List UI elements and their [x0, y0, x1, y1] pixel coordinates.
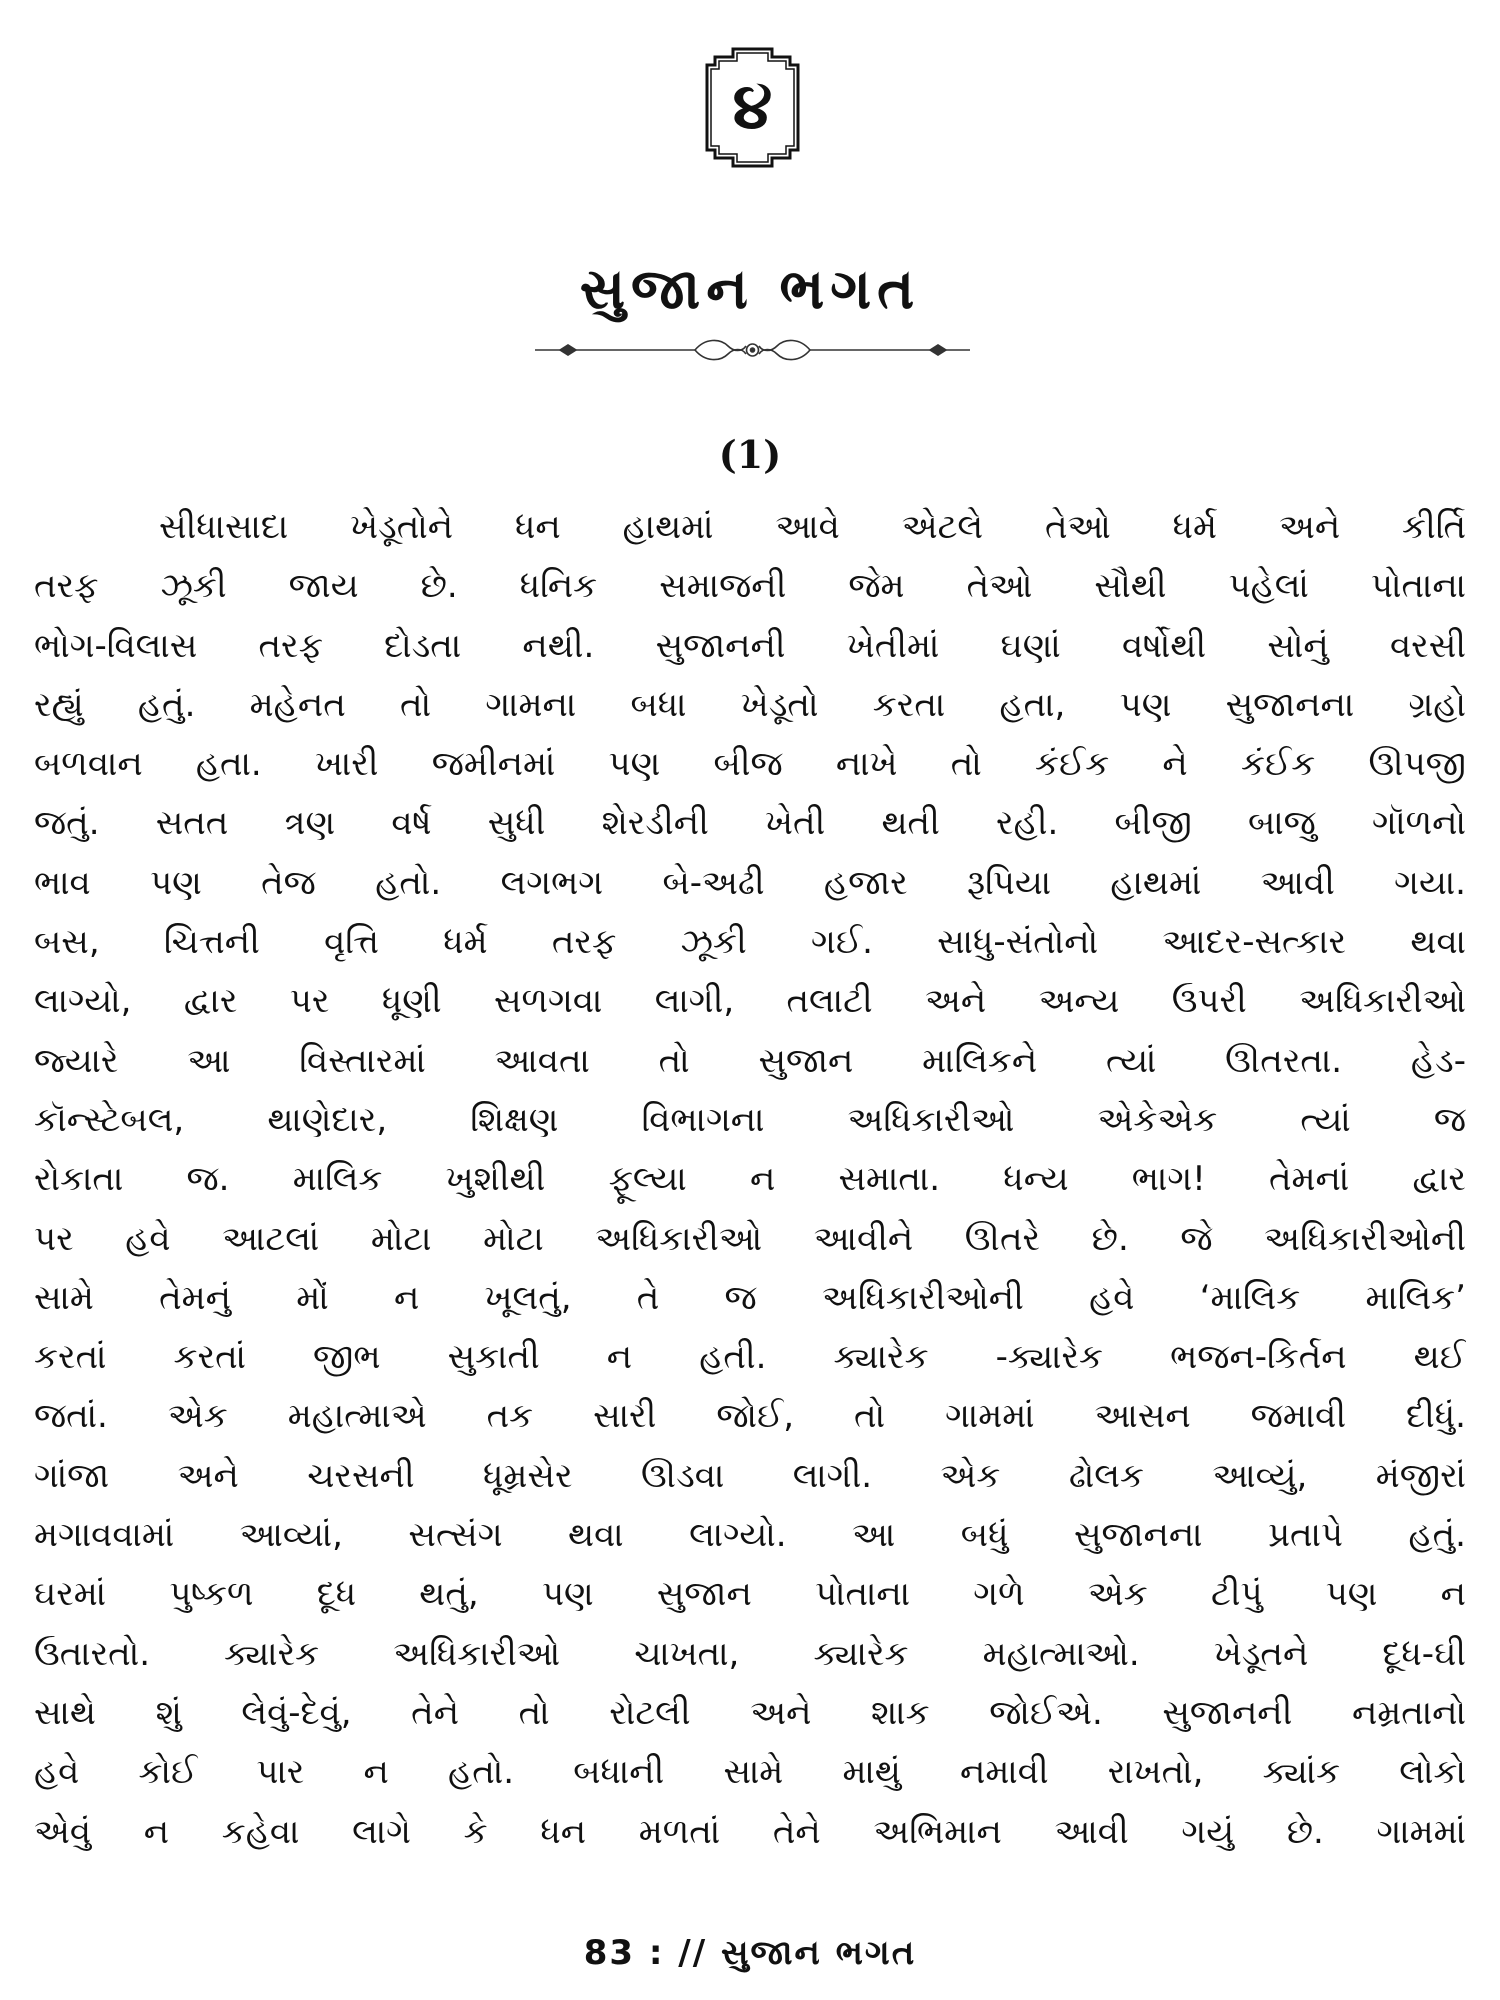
text-line: તરફ ઝૂકી જાય છે. ધનિક સમાજની જેમ તેઓ સૌથી પહેલાં પોતાના [34, 566, 1466, 607]
page-footer: 83 : // સુજાન ભગત [583, 1933, 917, 1973]
text-line: બળવાન હતા. ખારી જમીનમાં પણ બીજ નાખે તો કંઈક ને કંઈક ઊપજી [34, 744, 1466, 785]
text-line: જતાં. એક મહાત્માએ તક સારી જોઈ, તો ગામમાં આસન જમાવી દીધું. [34, 1396, 1466, 1437]
text-line: જ્યારે આ વિસ્તારમાં આવતા તો સુજાન માલિકને ત્યાં ઊતરતા. હેડ- [34, 1040, 1466, 1081]
text-line: ગાંજા અને ચરસની ધૂમ્રસેર ઊડવા લાગી. એક ઢોલક આવ્યું, મંજીરાં [34, 1455, 1466, 1496]
text-line: પર હવે આટલાં મોટા મોટા અધિકારીઓ આવીને ઊતરે છે. જે અધિકારીઓની [34, 1218, 1466, 1259]
section-number: (1) [718, 432, 782, 477]
text-line: ઘરમાં પુષ્કળ દૂધ થતું, પણ સુજાન પોતાના ગળે એક ટીપું પણ ન [34, 1574, 1466, 1615]
text-line: ભોગ-વિલાસ તરફ દોડતા નથી. સુજાનની ખેતીમાં ઘણાં વર્ષોથી સોનું વરસી [34, 625, 1466, 666]
text-line: મગાવવામાં આવ્યાં, સત્સંગ થવા લાગ્યો. આ બધું સુજાનના પ્રતાપે હતું. [34, 1515, 1466, 1556]
text-line: સામે તેમનું મોં ન ખૂલતું, તે જ અધિકારીઓની હવે ‘માલિક માલિક’ [34, 1277, 1466, 1318]
text-line: સીધાસાદા ખેડૂતોને ધન હાથમાં આવે એટલે તેઓ ધર્મ અને કીર્તિ [159, 507, 1466, 547]
divider-ornament-icon [530, 330, 975, 370]
text-line: એવું ન કહેવા લાગે કે ધન મળતાં તેને અભિમાન આવી ગયું છે. ગામમાં [34, 1811, 1466, 1852]
text-line: જતું. સતત ત્રણ વર્ષ સુધી શેરડીની ખેતી થતી રહી. બીજી બાજુ ગૉળનો [34, 803, 1466, 844]
text-line: રહ્યું હતું. મહેનત તો ગામના બધા ખેડૂતો કરતા હતા, પણ સુજાનના ગ્રહો [34, 684, 1466, 725]
body-text [34, 498, 1466, 1862]
chapter-number: ૪ [732, 70, 773, 144]
text-line: લાગ્યો, દ્વાર પર ધૂણી સળગવા લાગી, તલાટી અને અન્ય ઉપરી અધિકારીઓ [34, 981, 1466, 1022]
chapter-number-frame [695, 45, 810, 170]
text-line: કૉન્સ્ટેબલ, થાણેદાર, શિક્ષણ વિભાગના અધિકારીઓ એકેએક ત્યાં જ [34, 1099, 1466, 1140]
text-line: કરતાં કરતાં જીભ સુકાતી ન હતી. ક્યારેક -ક્યારેક ભજન-કિર્તન થઈ [34, 1337, 1466, 1378]
text-line: રોકાતા જ. માલિક ખુશીથી ફૂલ્યા ન સમાતા. ધન્ય ભાગ! તેમનાં દ્વાર [34, 1159, 1466, 1200]
text-line: સાથે શું લેવું-દેવું, તેને તો રોટલી અને શાક જોઈએ. સુજાનની નમ્રતાનો [34, 1692, 1466, 1733]
chapter-title: સુજાન ભગત [579, 257, 921, 322]
text-line: હવે કોઈ પાર ન હતો. બધાની સામે માથું નમાવી રાખતો, ક્યાંક લોકો [34, 1752, 1466, 1793]
text-line: બસ, ચિત્તની વૃત્તિ ધર્મ તરફ ઝૂકી ગઈ. સાધુ-સંતોનો આદર-સત્કાર થવા [34, 922, 1466, 963]
text-line: ઉતારતો. ક્યારેક અધિકારીઓ ચાખતા, ક્યારેક મહાત્માઓ. ખેડૂતને દૂધ-ઘી [34, 1633, 1466, 1674]
text-line: ભાવ પણ તેજ હતો. લગભગ બે-અઢી હજાર રૂપિયા હાથમાં આવી ગયા. [34, 862, 1466, 903]
